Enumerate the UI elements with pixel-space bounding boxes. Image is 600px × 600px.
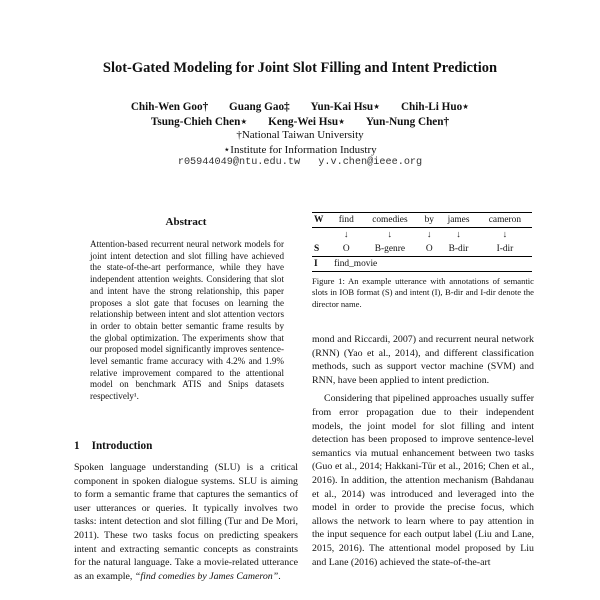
down-arrow-icon: ↓: [502, 230, 508, 240]
affiliation: †National Taiwan University: [236, 129, 364, 141]
author-name: Keng-Wei Hsu⋆: [268, 116, 346, 128]
word-cell: find: [332, 213, 361, 228]
words-row: [312, 213, 532, 228]
slot-cell: B-genre: [361, 242, 420, 257]
intro-text: Spoken language understanding (SLU) is a critical component in spoken dialogue systems. SLU is aiming to form a semantic frame that captures the semantics of user utterances or queries. It typically involves two tasks: intent detection and slot filling (Tur and De Mori, 2011). These two tasks focus on predicting speakers intent and extracting semantic concepts as constraints for the natural language. Take a movie-related utterance as an example,: [74, 462, 298, 582]
slot-cell: O: [332, 242, 361, 257]
author-name: Yun-Kai Hsu⋆: [310, 101, 381, 113]
intent-row: [312, 257, 532, 272]
author-name: Guang Gao‡: [229, 101, 290, 113]
figure-caption: Figure 1: An example utterance with annotations of semantic slots in IOB format (S) and intent (I), B-dir and I-dir denote the director name.: [312, 276, 534, 309]
down-arrow-icon: ↓: [387, 230, 393, 240]
slot-cell: B-dir: [439, 242, 478, 257]
down-arrow-icon: ↓: [426, 230, 432, 240]
email: r05944049@ntu.edu.tw: [177, 157, 301, 168]
down-arrow-icon: ↓: [456, 230, 461, 240]
word-cell: comedies: [361, 213, 420, 228]
row-label: [312, 228, 332, 243]
section-number: 1: [74, 440, 80, 452]
author-name: Chih-Li Huo⋆: [400, 101, 470, 113]
figure-1-table: [312, 212, 532, 272]
paragraph: Considering that pipelined approaches usually suffer from error propagation due to their independent models, the joint model for slot filling and intent detection has been proposed to improve sentence-level semantics via mutual enhancement between two tasks (Guo et al., 2014; Hakkani-Tür et al., 2016; Chen et al., 2016). In addition, the attention mechanism (Bahdanau et al., 2014) was introduced and leveraged into the model in order to provide the precise focus, which allows the network to learn where to pay attention in the input sequence for each output label (Liu and Lane, 2015, 2016). The attentional model proposed by Liu and Lane (2016) achieved the state-of-the-art: [312, 393, 534, 568]
author-name: Yun-Nung Chen†: [365, 116, 450, 128]
word-cell: cameron: [478, 213, 532, 228]
author-line-1: [0, 100, 600, 115]
slot-cell: O: [419, 242, 439, 257]
paper-title: Slot-Gated Modeling for Joint Slot Filling and Intent Prediction: [102, 60, 498, 76]
intro-paragraph: [74, 461, 298, 583]
slots-row: [312, 242, 532, 257]
author-name: Chih-Wen Goo†: [130, 101, 209, 113]
author-name: Tsung-Chieh Chen⋆: [150, 116, 248, 128]
word-cell: by: [419, 213, 439, 228]
affiliations: [0, 128, 600, 157]
intent-cell: find_movie: [334, 259, 378, 269]
right-column-text: [312, 333, 534, 569]
abstract-text: Attention-based recurrent neural network models for joint intent detection and slot filling have achieved the state-of-the-art performance, while they have independent attention weights. Considering that slot and intent have the strong relationship, this paper proposes a slot gate that focuses on learning the relationship between intent and slot attention vectors in order to obtain better semantic frame results by the global optimization. The experiments show that our proposed model significantly improves sentence-level semantic frame accuracy with 4.2% and 1.9% relative improvement compared to the attentional model on benchmark ATIS and Snips datasets respectively¹.: [90, 239, 284, 402]
author-block: [0, 100, 600, 130]
down-arrow-icon: ↓: [343, 230, 349, 240]
section-heading: [74, 440, 152, 452]
emails: [0, 157, 600, 168]
word-cell: james: [439, 213, 478, 228]
example-quote: “find comedies by James Cameron”: [134, 570, 279, 582]
paragraph: mond and Riccardi, 2007) and recurrent neural network (RNN) (Yao et al., 2014), and different classification methods, such as support vector machine (SVM) and RNN, have been applied to intent prediction.: [312, 334, 534, 386]
section-title: Introduction: [91, 440, 153, 452]
intro-text-end: .: [278, 570, 281, 582]
abstract-heading: Abstract: [165, 216, 207, 228]
slot-cell: I-dir: [478, 242, 532, 257]
row-label: W: [312, 213, 332, 228]
email: y.v.chen@ieee.org: [318, 157, 423, 168]
arrows-row: [312, 228, 532, 243]
row-label: I: [314, 259, 318, 269]
row-label: S: [312, 242, 332, 257]
affiliation: ⋆Institute for Information Industry: [223, 143, 377, 156]
